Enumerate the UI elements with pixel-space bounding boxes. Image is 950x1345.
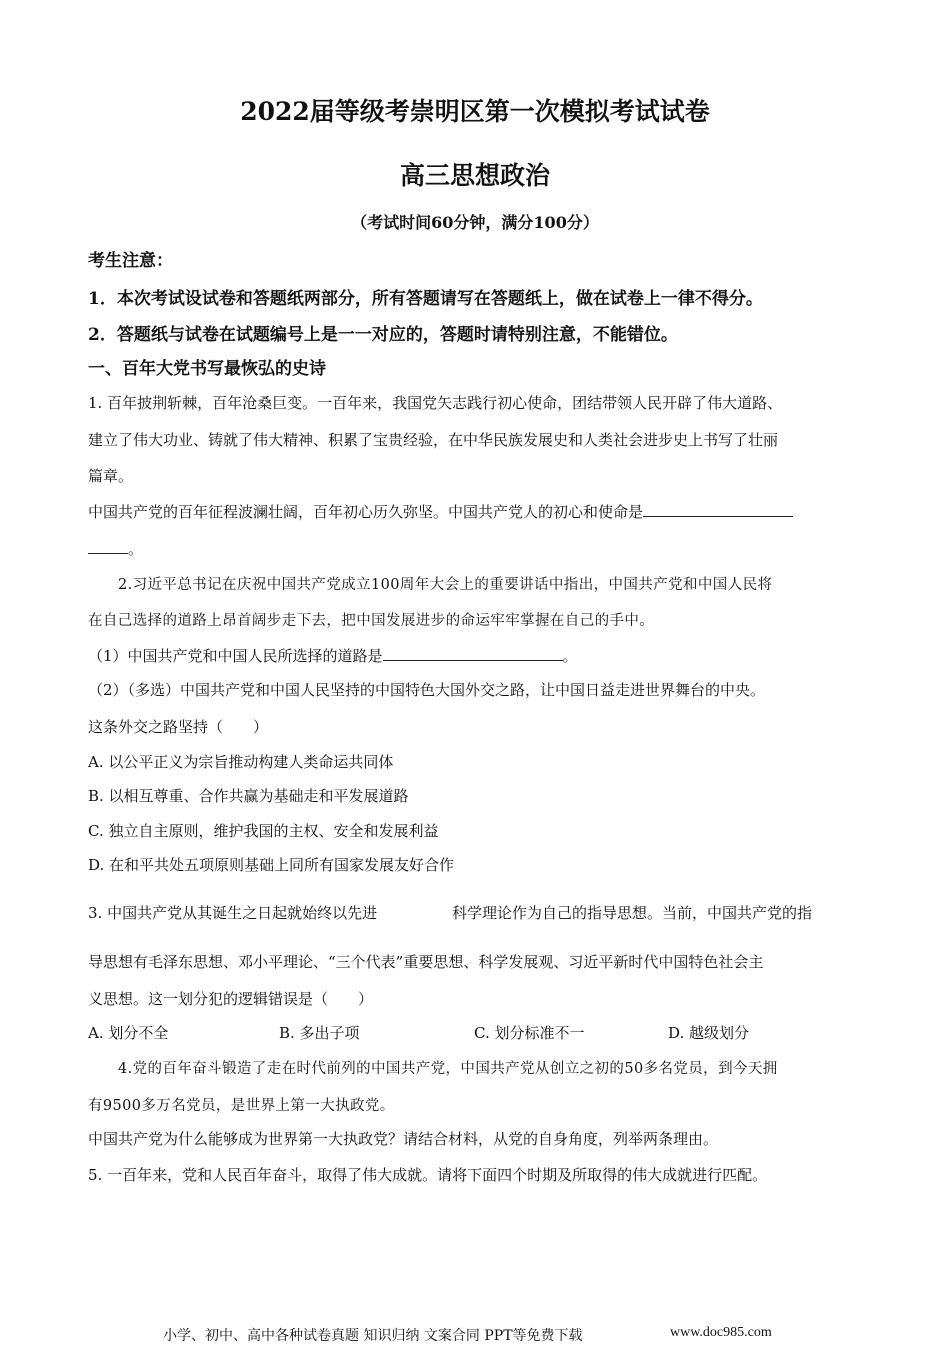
q2-option-d: D. 在和平共处五项原则基础上同所有国家发展友好合作 [88,856,455,874]
q2-sub1-end: 。 [562,647,578,665]
q4-line-2: 有9500多万名党员，是世界上第一大执政党。 [88,1098,395,1114]
footer-link[interactable]: www.doc985.com [670,1325,772,1340]
q4-question: 中国共产党为什么能够成为世界第一大执政党？请结合材料，从党的自身角度，列举两条理由。 [88,1130,719,1148]
q3-line-1b: 科学理论作为自己的指导思想。当前，中国共产党的指 [452,904,813,922]
q2-sub1-blank[interactable] [383,646,563,661]
section-heading: 一、百年大党书写最恢弘的史诗 [88,359,326,379]
q2-line-2: 在自己选择的道路上昂首阔步走下去，把中国发展进步的命运牢牢掌握在自己的手中。 [88,613,655,629]
q4-line-1: 4.党的百年奋斗锻造了走在时代前列的中国共产党，中国共产党从创立之初的50多名党员，到今天拥 [118,1061,778,1077]
q3-option-c: C. 划分标准不一 [474,1024,585,1042]
exam-title: 2022届等级考崇明区第一次模拟考试试卷 [240,97,710,126]
q2-sub2-stem: 这条外交之路坚持（ ） [88,718,269,736]
q2-option-b: B. 以相互尊重、合作共赢为基础走和平发展道路 [88,787,409,805]
q1-prompt-line [88,501,793,522]
footer-text: 小学、初中、高中各种试卷真题 知识归纳 文案合同 PPT等免费下载 [163,1328,583,1344]
exam-info: （考试时间60分钟，满分100分） [351,213,599,232]
q2-option-a: A. 以公平正义为宗旨推动构建人类命运共同体 [88,753,394,771]
notice-item-1: 1．本次考试设试卷和答题纸两部分，所有答题请写在答题纸上，做在试卷上一律不得分。 [88,289,763,309]
q2-line-1: 2.习近平总书记在庆祝中国共产党成立100周年大会上的重要讲话中指出，中国共产党和中国人民将 [118,577,773,593]
q1-line-3: 篇章。 [88,467,134,485]
q2-sub1: （1）中国共产党和中国人民所选择的道路是 [88,647,383,665]
q1-answer-blank-cont[interactable] [88,539,128,554]
subject-title: 高三思想政治 [399,161,550,190]
q1-line-2: 建立了伟大功业、铸就了伟大精神、积累了宝贵经验，在中华民族发展史和人类社会进步史上书写了壮丽 [88,431,779,449]
q1-end: 。 [128,540,144,558]
q1-line-1: 1. 百年披荆斩棘，百年沧桑巨变。一百年来，我国党矢志践行初心使命，团结带领人民开辟了伟大道路、 [88,394,783,412]
q2-sub1-line [88,645,578,666]
q1-answer-line [88,538,143,559]
notice-heading: 考生注意： [88,251,173,271]
q2-sub2: （2）（多选）中国共产党和中国人民坚持的中国特色大国外交之路，让中国日益走进世界舞台的中央。 [88,681,766,699]
q3-option-d: D. 越级划分 [668,1024,750,1042]
q5-text: 5. 一百年来，党和人民百年奋斗，取得了伟大成就。请将下面四个时期及所取得的伟大成就进行匹配。 [88,1166,768,1184]
q3-line-2: 导思想有毛泽东思想、邓小平理论、“三个代表”重要思想、科学发展观、习近平新时代中国特色社会主 [88,953,764,971]
q3-line-3: 义思想。这一划分犯的逻辑错误是（ ） [88,990,374,1008]
q1-answer-blank[interactable] [643,502,793,517]
q2-option-c: C. 独立自主原则，维护我国的主权、安全和发展利益 [88,822,439,840]
q3-option-b: B. 多出子项 [279,1024,360,1042]
q3-option-a: A. 划分不全 [88,1024,169,1042]
q3-line-1a: 3. 中国共产党从其诞生之日起就始终以先进 [88,904,378,922]
notice-item-2: 2．答题纸与试卷在试题编号上是一一对应的，答题时请特别注意，不能错位。 [88,325,678,345]
q1-prompt: 中国共产党的百年征程波澜壮阔，百年初心历久弥坚。中国共产党人的初心和使命是 [88,503,644,521]
